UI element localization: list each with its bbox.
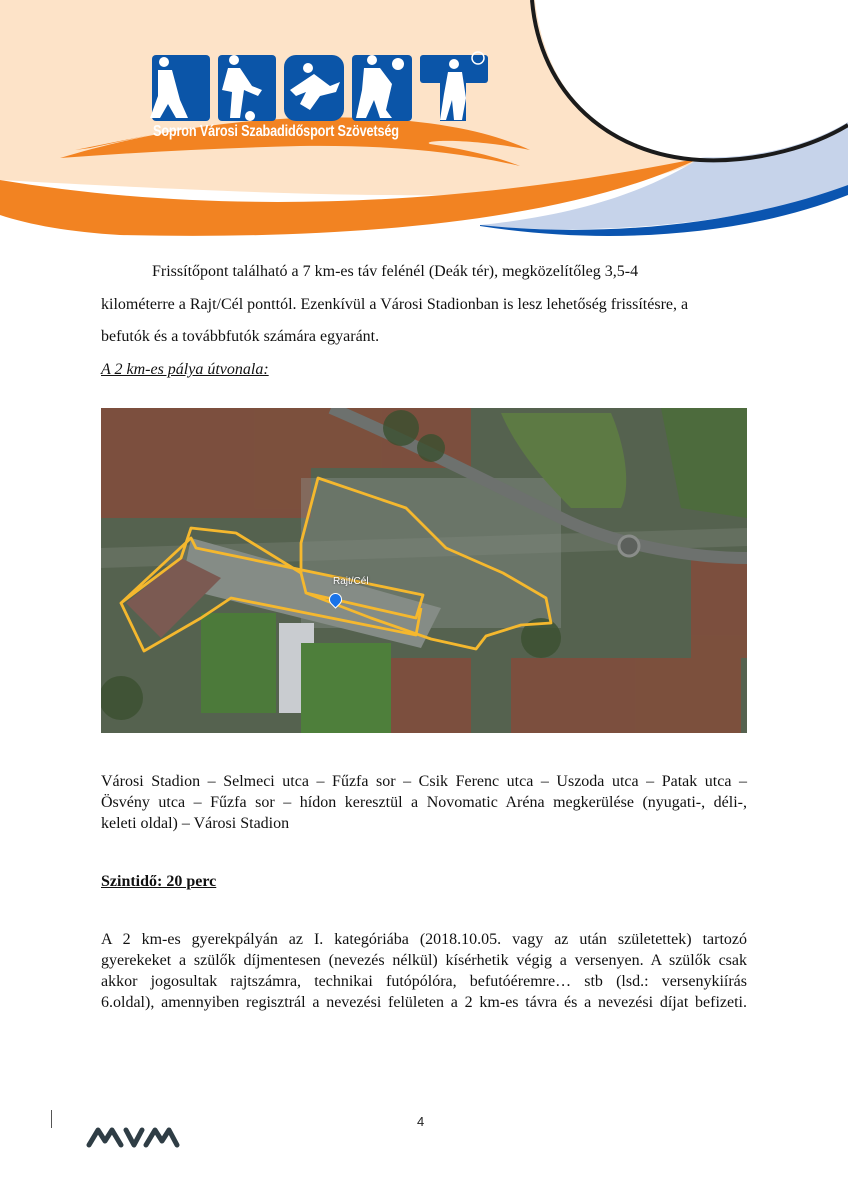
route-description-line: keleti oldal) – Városi Stadion bbox=[101, 815, 290, 832]
paragraph-refreshment-line-3: befutók és a továbbfutók számára egyaránt. bbox=[101, 328, 380, 345]
info-paragraph-line: akkor jogosultak rajtszámra, technikai futópólóra, befutóéremre… stb (lsd.: versenykiírás bbox=[101, 973, 747, 990]
header-decoration bbox=[0, 0, 848, 245]
info-paragraph-line: 6.oldal), amennyiben regisztrál a nevezési felületen a 2 km-es távra és a nevezési díjat befizeti. bbox=[101, 994, 747, 1011]
paragraph-refreshment-line-2: kilométerre a Rajt/Cél ponttól. Ezenkívül a Városi Stadionban is lesz lehetőség frissítésre, a bbox=[101, 296, 689, 313]
route-description bbox=[101, 771, 747, 834]
satellite-image bbox=[101, 408, 747, 733]
route-description-line: Városi Stadion – Selmeci utca – Fűzfa sor – Csik Ferenc utca – Uszoda utca – Patak utca – bbox=[101, 773, 747, 790]
route-description-line: Ösvény utca – Fűzfa sor – hídon keresztül a Novomatic Aréna megkerülése (nyugati-, déli-, bbox=[101, 794, 747, 811]
paragraph-refreshment-line-1: Frissítőpont található a 7 km-es táv felénél (Deák tér), megközelítőleg 3,5-4 bbox=[152, 263, 639, 280]
mvm-logo bbox=[86, 1125, 180, 1154]
page-number: 4 bbox=[417, 1114, 425, 1129]
mvm-logo-icon bbox=[86, 1125, 180, 1149]
route-heading: A 2 km-es pálya útvonala: bbox=[101, 361, 269, 378]
info-paragraph-line: gyerekeket a szülők díjmentesen (nevezés nélkül) kísérhetik végig a versenyen. A szülők csak bbox=[101, 952, 747, 969]
info-paragraph-line: A 2 km-es gyerekpályán az I. kategóriába (2018.10.05. vagy az után születettek) tartozó bbox=[101, 931, 747, 948]
route-map bbox=[101, 408, 747, 733]
footer-divider bbox=[51, 1110, 52, 1128]
logo-caption: Sopron Városi Szabadidősport Szövetség bbox=[153, 123, 399, 140]
start-finish-label: Rajt/Cél bbox=[333, 576, 369, 587]
level-time-heading: Szintidő: 20 perc bbox=[101, 873, 217, 890]
page-header bbox=[0, 0, 848, 245]
info-paragraph bbox=[101, 929, 747, 1013]
